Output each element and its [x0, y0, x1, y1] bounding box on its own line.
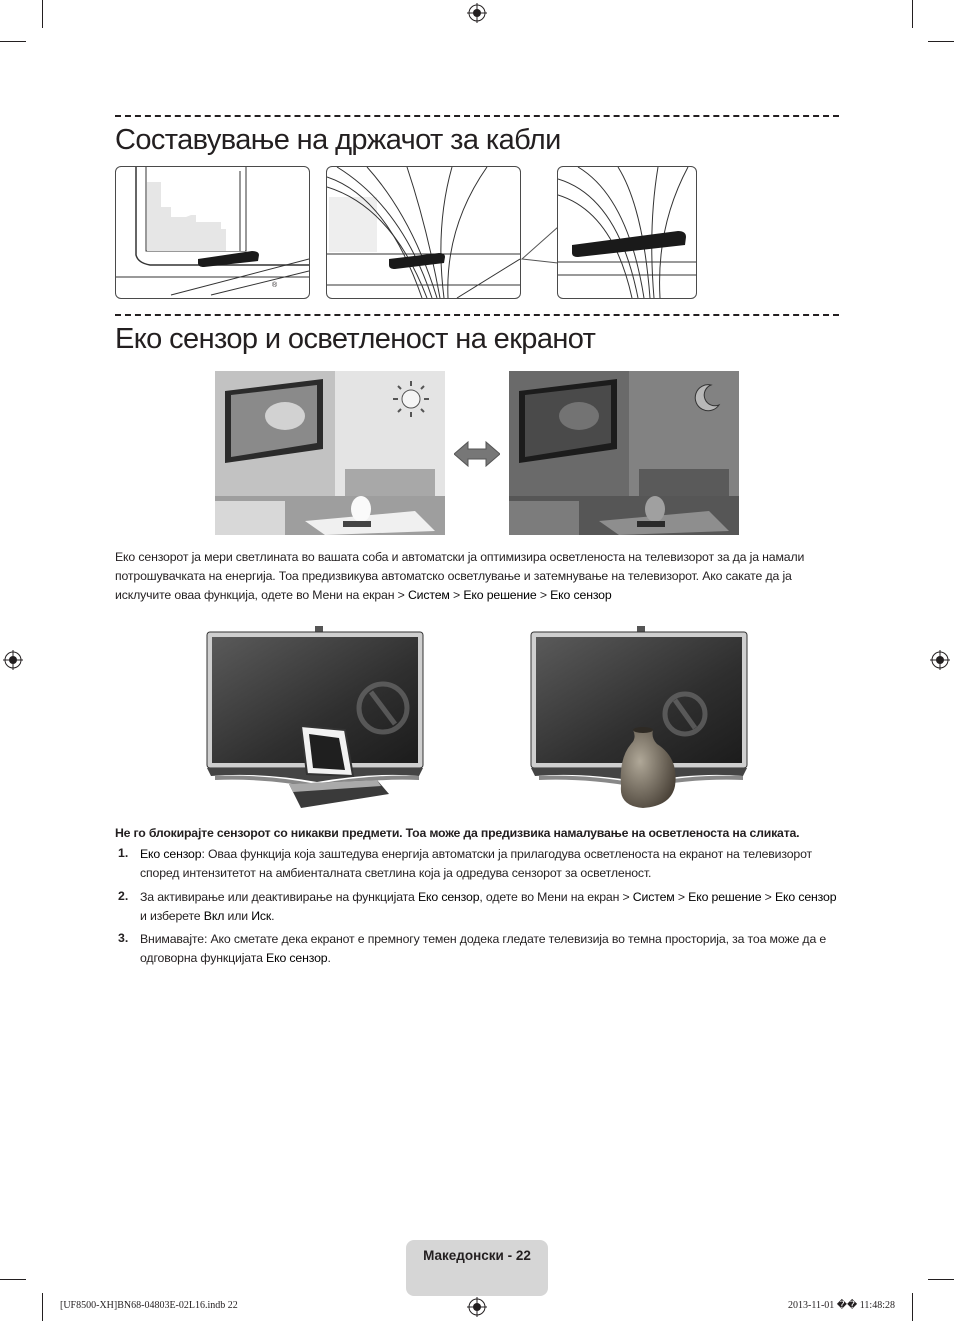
- note-item-1: Еко сензор: Оваа функција која заштедува енергија автоматски ја прилагодува осветленоста на екранот на телевизорот според интензитетот на амбиенталната светлина која ја одредува сензорот за осветленост.: [140, 847, 813, 880]
- cable-holder-step-1-illustration: [115, 166, 310, 299]
- note-item-2: За активирање или деактивирање на функцијата Еко сензор, одете во Мени на екран > Систем > Еко решение > Еко сензор и изберете Вкл или Иск.: [140, 890, 837, 923]
- cable-holder-step-2-illustration: [326, 166, 521, 299]
- tv-with-photo-frame-illustration: [205, 626, 429, 812]
- file-slug: [UF8500-XH]BN68-04803E-02L16.indb 22: [60, 1300, 238, 1311]
- warning-text: Не го блокирајте сензорот со никакви предмети. Тоа може да предизвика намалување на осветленоста на сликата.: [115, 826, 800, 840]
- note-number: 3.: [118, 931, 129, 945]
- registration-mark-icon: [930, 650, 950, 670]
- registration-mark-icon: [467, 3, 487, 23]
- dark-room-photo: [509, 371, 739, 535]
- page-number-tab: [406, 1240, 548, 1296]
- section-divider: [115, 115, 839, 117]
- double-arrow-icon: [454, 440, 500, 468]
- date-slug: 2013-11-01 �� 11:48:28: [788, 1300, 895, 1311]
- crop-mark: [928, 1279, 954, 1280]
- registration-mark-icon: [467, 1297, 487, 1317]
- tv-with-vase-illustration: [529, 626, 753, 812]
- crop-mark: [42, 0, 43, 28]
- section-divider: [115, 314, 839, 316]
- registration-mark-icon: [3, 650, 23, 670]
- bright-room-photo: [215, 371, 445, 535]
- crop-mark: [912, 1293, 913, 1321]
- crop-mark: [0, 1279, 26, 1280]
- zoom-connector: [518, 225, 560, 265]
- registered-mark: ®: [272, 282, 278, 289]
- crop-mark: [912, 0, 913, 28]
- page-number: Македонски - 22: [423, 1248, 531, 1263]
- moon-icon: [689, 381, 723, 415]
- crop-mark: [928, 41, 954, 42]
- cable-holder-step-3-illustration: [557, 166, 697, 299]
- section-title-cable-holder: Составување на држачот за кабли: [115, 124, 561, 156]
- section-title-eco-sensor: Еко сензор и осветленост на екранот: [115, 323, 596, 355]
- sun-icon: [391, 379, 431, 419]
- note-item-3: Внимавајте: Ако сметате дека екранот е премногу темен додека гледате телевизија во темна просторија, за тоа може да е одговорна функцијата Еко сензор.: [140, 932, 827, 965]
- crop-mark: [0, 41, 26, 42]
- eco-sensor-description: Еко сензорот ја мери светлината во вашата соба и автоматски ја оптимизира осветленоста на телевизорот за да ја намали потрошувачката на енергија. Тоа предизвикува автоматско осветлување и затемнување на телевизорот. Ако сакате да ја исклучите оваа функција, одете во Мени на екран > Систем > Еко решение > Еко сензор: [115, 550, 805, 602]
- crop-mark: [42, 1293, 43, 1321]
- note-number: 2.: [118, 889, 129, 903]
- note-number: 1.: [118, 846, 129, 860]
